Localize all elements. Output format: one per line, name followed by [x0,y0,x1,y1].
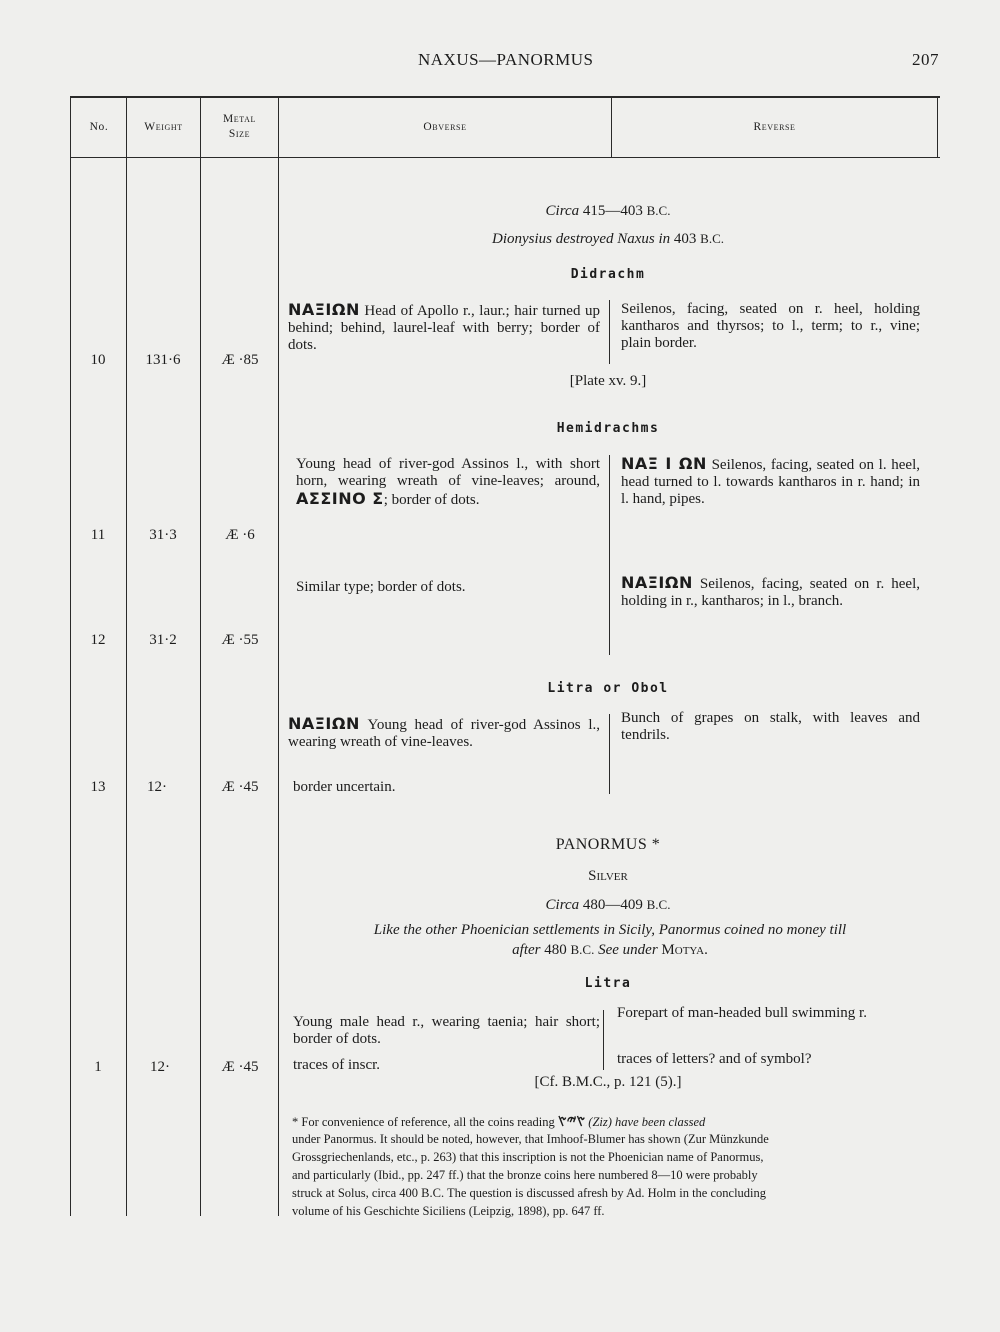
table-left-rule [70,96,71,1216]
coin-no: 13 [90,779,106,795]
column-divider [609,300,610,364]
coin-metal-size: Æ ·6 [225,527,255,543]
historical-note: Dionysius destroyed Naxus in 403 B.C. [491,231,725,247]
footnote-line: struck at Solus, circa 400 B.C. The question is discussed afresh by Ad. Holm in the concluding [292,1186,767,1200]
period-heading: Circa 415—403 B.C. [545,203,671,219]
reverse-description: ΝΑΞΙΩΝ Seilenos, facing, seated on r. heel, holding in r., kantharos; in l., branch. [621,573,921,609]
footnote-line: and particularly (Ibid., pp. 247 ff.) that the bronze coins here numbered 8—10 were probably [292,1168,758,1182]
denomination-didrachm: Didrachm [570,267,646,282]
column-divider [609,714,610,794]
historical-note: Like the other Phoenician settlements in Sicily, Panormus coined no money till [373,922,847,938]
coin-weight: 131·6 [145,352,181,368]
col-header-metal: Metal [222,113,257,125]
coin-metal-size: Æ ·55 [221,632,259,648]
coin-weight: 12· [150,1059,170,1075]
reverse-legend: ΝΑΞΙΩΝ [621,573,693,592]
obverse-description: Young male head r., wearing taenia; hair short; border of dots. [293,1014,600,1047]
coin-weight: 31·3 [149,527,177,543]
col-rule-weight [126,96,127,1216]
reverse-description: Seilenos, facing, seated on r. heel, holding kantharos and thyrsos; to l., term; to r., vine; plain border. [621,301,920,351]
metal-heading: Silver [588,868,628,884]
historical-note-cont: after 480 B.C. See under Motya. [512,942,708,958]
obverse-legend: ΑΣΣΙΝΟ Σ [296,489,384,508]
coin-weight: 31·2 [149,632,177,648]
reverse-legend: ΝΑΞ Ι ΩΝ [621,454,707,473]
obverse-description: ΝΑΞΙΩΝ Head of Apollo r., laur.; hair turned up behind; behind, laurel-leaf with berry; border of dots. [288,300,601,353]
footnote-line: under Panormus. It should be noted, however, that Imhoof-Blumer has shown (Zur Münzkunde [292,1132,769,1146]
obverse-extra: traces of inscr. [293,1057,381,1073]
period-heading: Circa 480—409 B.C. [545,897,671,913]
col-header-weight: Weight [144,121,183,133]
reverse-description: ΝΑΞ Ι ΩΝ Seilenos, facing, seated on l. heel, head turned to l. towards kantharos in r. hand; in l. hand, pipes. [621,454,921,507]
denomination-hemidrachms: Hemidrachms [556,421,660,436]
running-title: NAXUS—PANORMUS [418,50,594,69]
coin-no: 10 [90,352,106,368]
denomination-litra: Litra [584,976,632,991]
bibliographic-reference: [Cf. B.M.C., p. 121 (5).] [534,1074,682,1090]
obverse-legend: ΝΑΞΙΩΝ [288,714,360,733]
reverse-description: Forepart of man-headed bull swimming r. [617,1005,867,1021]
obverse-legend: ΝΑΞΙΩΝ [288,300,360,319]
obverse-description: Similar type; border of dots. [296,579,466,595]
footnote-line: * For convenience of reference, all the coins reading 𐤑𐤉𐤑 (Ziz) have been classed [292,1112,706,1130]
col-rule-metal [200,96,201,1216]
mint-heading: PANORMUS * [555,836,661,853]
plate-reference: [Plate xv. 9.] [569,373,647,389]
column-divider [603,1010,604,1070]
phoenician-inscription: 𐤑𐤉𐤑 [557,1112,586,1130]
footnote-line: Grossgriechenlands, etc., p. 263) that this inscription is not the Phoenician name of Panormus, [292,1150,764,1164]
footnote-line: volume of his Geschichte Siciliens (Leipzig, 1898), pp. 647 ff. [292,1204,605,1218]
col-header-no: No. [89,121,109,133]
coin-no: 11 [90,527,106,543]
page-number: 207 [912,50,939,69]
table-right-rule [937,96,938,158]
obverse-description: ΝΑΞΙΩΝ Young head of river-god Assinos l., wearing wreath of vine-leaves. [288,714,600,750]
col-rule-obverse [278,96,279,1216]
obverse-description: Young head of river-god Assinos l., with short horn, wearing wreath of vine-leaves; around, ΑΣΣΙΝΟ Σ; border of dots. [296,456,600,508]
reverse-extra: traces of letters? and of symbol? [617,1051,812,1067]
denomination-litra-obol: Litra or Obol [547,681,669,696]
coin-metal-size: Æ ·45 [221,779,259,795]
coin-no: 1 [94,1059,102,1075]
coin-metal-size: Æ ·45 [221,1059,259,1075]
coin-weight: 12· [147,779,167,795]
col-header-reverse: Reverse [753,121,796,133]
col-header-size: Size [228,128,251,140]
obverse-extra: border uncertain. [293,779,396,795]
col-header-obverse: Obverse [423,121,467,133]
column-divider [609,455,610,655]
reverse-description: Bunch of grapes on stalk, with leaves and tendrils. [621,710,920,743]
coin-no: 12 [90,632,106,648]
coin-metal-size: Æ ·85 [221,352,259,368]
